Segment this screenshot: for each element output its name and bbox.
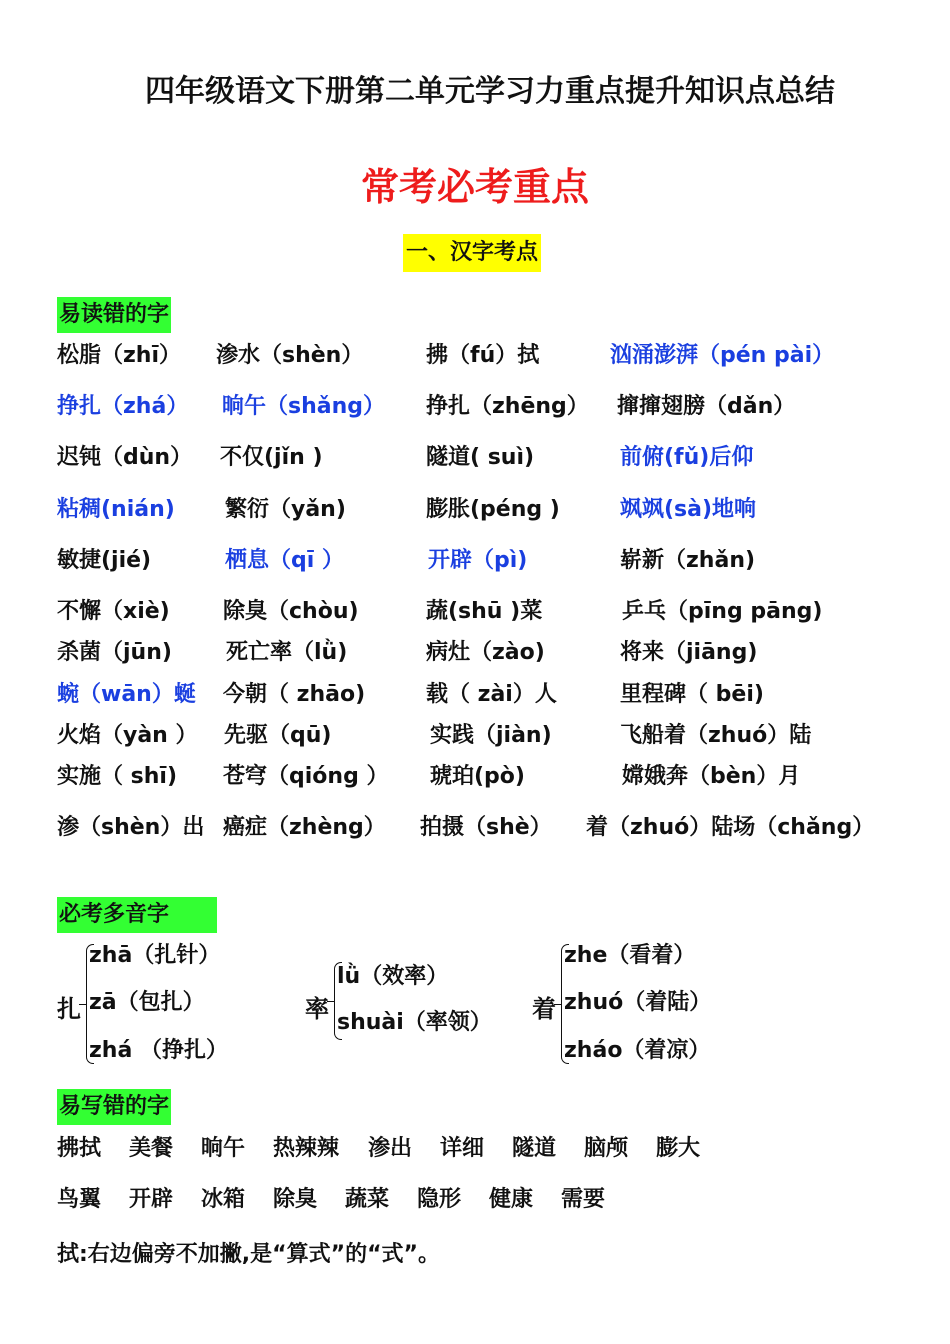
polyphone-char: 着: [532, 995, 556, 1023]
write-word: 隐形: [417, 1187, 462, 1212]
write-word: 隧道: [512, 1136, 557, 1161]
word-item: 不仅(jǐn ): [220, 445, 323, 470]
polyphone-char: 扎: [57, 995, 81, 1023]
write-word: 健康: [489, 1187, 534, 1212]
word-item: 里程碑（ bēi): [620, 682, 764, 707]
word-item: 今朝（ zhāo): [223, 682, 366, 707]
polyphone-reading: zhe（看着）: [564, 943, 696, 968]
word-item: 嫦娥奔（bèn）月: [622, 764, 801, 789]
word-item: 膨胀(péng ): [426, 497, 560, 522]
word-item: 先驱（qū): [224, 723, 332, 748]
write-word: 晌午: [201, 1136, 246, 1161]
word-item: 迟钝（dùn）: [57, 445, 193, 470]
word-item: 隧道( suì): [426, 445, 535, 470]
word-item: 汹涌澎湃（pén pài）: [610, 343, 835, 368]
word-item: 载（ zài）人: [426, 682, 557, 707]
word-item: 飞船着（zhuó）陆: [620, 723, 812, 748]
write-word: 除臭: [273, 1187, 318, 1212]
word-item: 开辟（pì): [428, 548, 528, 573]
word-item: 前俯(fǔ)后仰: [620, 445, 754, 470]
word-item: 火焰（yàn ）: [57, 723, 198, 748]
word-item: 苍穹（qióng ）: [223, 764, 389, 789]
polyphone-reading: zā（包扎）: [89, 990, 205, 1015]
word-item: 崭新（zhǎn): [620, 548, 756, 573]
polyphone-reading: lǜ（效率）: [337, 964, 449, 989]
word-item: 飒飒(sà)地响: [620, 497, 757, 522]
word-item: 着（zhuó）陆场（chǎng）: [586, 815, 875, 840]
write-word: 热辣辣: [273, 1136, 340, 1161]
write-word: 蔬菜: [345, 1187, 390, 1212]
polyphone-reading: zháo（着凉）: [564, 1038, 711, 1063]
word-item: 敏捷(jié): [57, 548, 152, 573]
write-word: 脑颅: [584, 1136, 629, 1161]
write-word: 渗出: [368, 1136, 413, 1161]
easy-read-label: 易读错的字: [57, 297, 171, 333]
document-title: 四年级语文下册第二单元学习力重点提升知识点总结: [145, 74, 835, 109]
word-item: 拍摄（shè）: [420, 815, 552, 840]
polyphone-reading: zhá （挣扎）: [89, 1038, 228, 1063]
polyphone-char: 率: [305, 995, 329, 1023]
write-word: 拂拭: [57, 1136, 102, 1161]
word-item: 松脂（zhī）: [57, 343, 182, 368]
write-word: 鸟翼: [57, 1187, 102, 1212]
word-item: 栖息（qī ）: [225, 548, 344, 573]
word-item: 杀菌（jūn): [57, 640, 172, 665]
word-item: 琥珀(pò): [430, 764, 525, 789]
polyphone-reading: shuài（率领）: [337, 1010, 492, 1035]
write-word: 膨大: [656, 1136, 701, 1161]
word-item: 病灶（zào): [426, 640, 545, 665]
word-item: 渗（shèn）出: [57, 815, 205, 840]
write-word: 开辟: [129, 1187, 174, 1212]
word-item: 挣扎（zhá）: [57, 394, 189, 419]
write-word: 冰箱: [201, 1187, 246, 1212]
word-item: 晌午（shǎng）: [222, 394, 386, 419]
write-word: 详细: [440, 1136, 485, 1161]
easy-write-label: 易写错的字: [57, 1089, 171, 1125]
word-item: 蜿（wān）蜒: [57, 682, 196, 707]
polyphone-reading: zhā（扎针）: [89, 943, 221, 968]
word-item: 拂（fú）拭: [426, 343, 540, 368]
document-subtitle: 常考必考重点: [360, 165, 589, 209]
word-item: 不懈（xiè): [57, 599, 170, 624]
word-item: 撺撺翅膀（dǎn）: [617, 394, 796, 419]
write-word: 美餐: [129, 1136, 174, 1161]
word-item: 除臭（chòu): [223, 599, 359, 624]
word-item: 癌症（zhèng）: [223, 815, 386, 840]
word-item: 将来（jiāng): [620, 640, 758, 665]
word-item: 粘稠(nián): [57, 497, 175, 522]
writing-note: 拭:右边偏旁不加撇,是“算式”的“式”。: [57, 1242, 440, 1267]
write-word: 需要: [561, 1187, 606, 1212]
word-item: 蔬(shū )菜: [426, 599, 543, 624]
polyphone-label: 必考多音字: [57, 897, 217, 933]
word-item: 渗水（shèn）: [216, 343, 364, 368]
section-title-hanzi: 一、汉字考点: [403, 234, 541, 272]
polyphone-reading: zhuó（着陆）: [564, 990, 712, 1015]
word-item: 死亡率（lǜ): [226, 640, 348, 665]
word-item: 实施（ shī): [57, 764, 178, 789]
word-item: 乒乓（pīng pāng): [622, 599, 823, 624]
word-item: 挣扎（zhēng）: [426, 394, 589, 419]
word-item: 实践（jiàn): [430, 723, 552, 748]
word-item: 繁衍（yǎn): [225, 497, 346, 522]
